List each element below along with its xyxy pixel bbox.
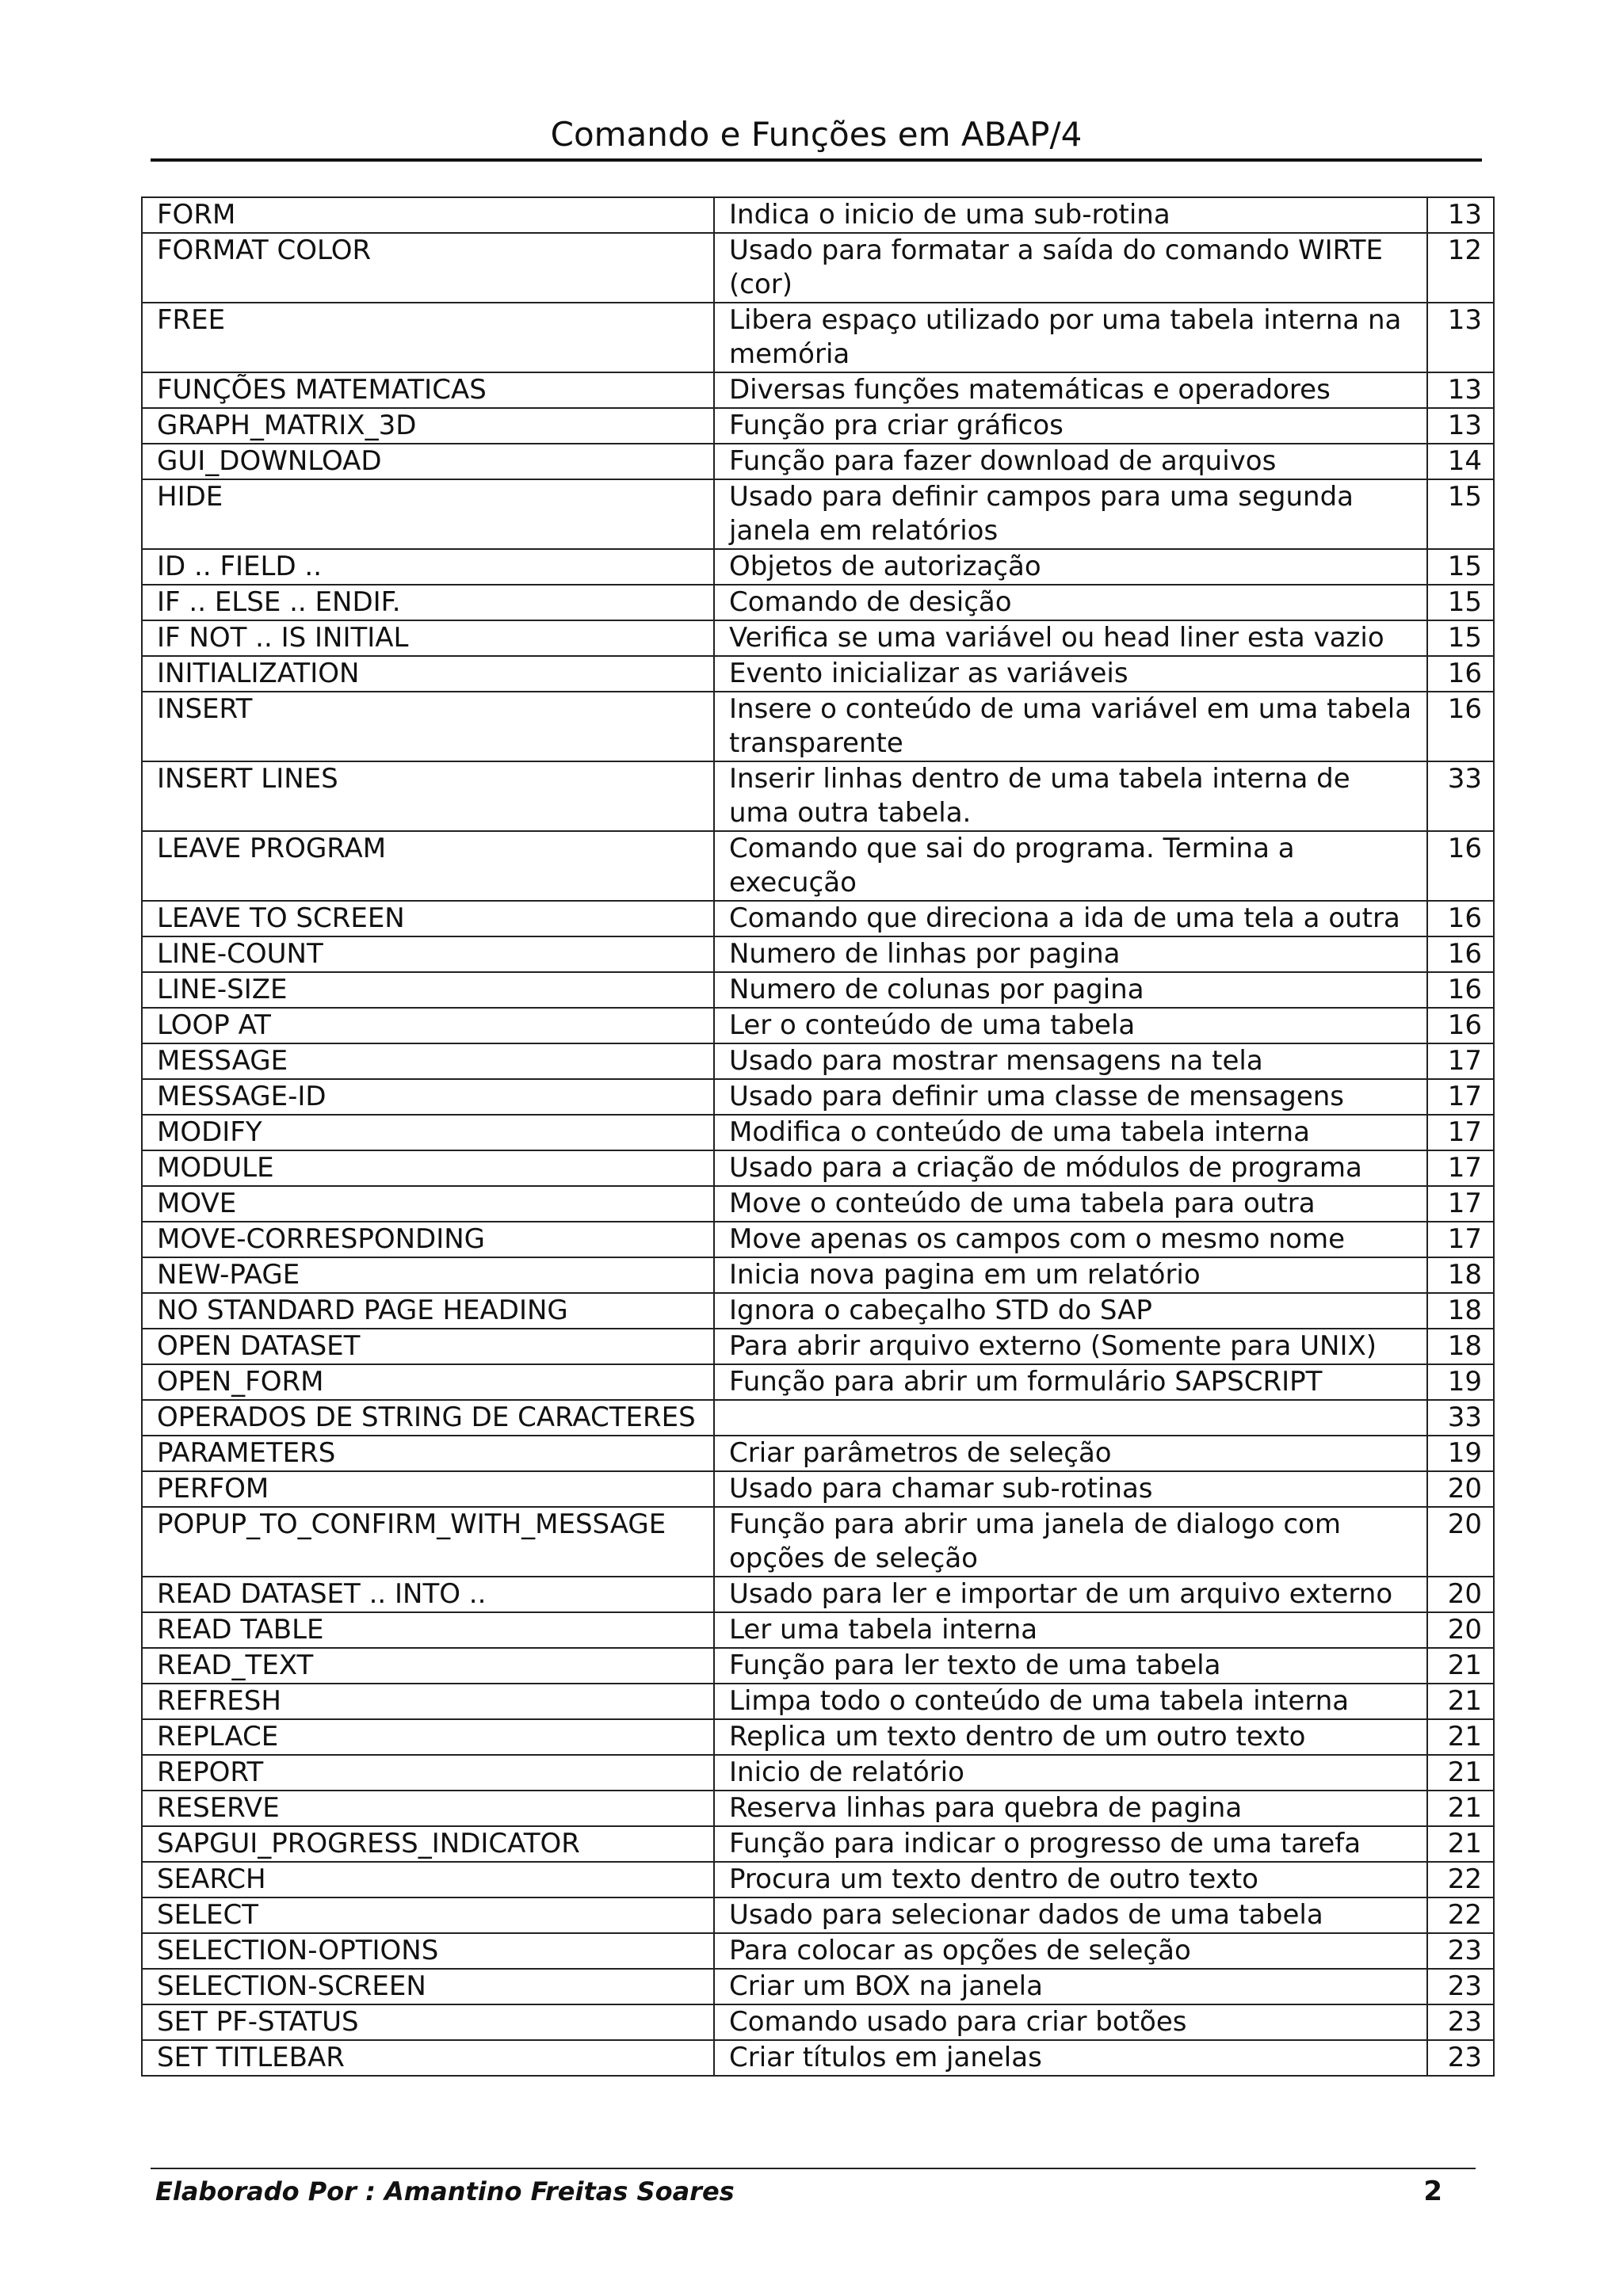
description-cell: Objetos de autorização [714, 549, 1427, 585]
description-cell: Diversas funções matemáticas e operadores [714, 372, 1427, 408]
page-ref-cell: 19 [1427, 1364, 1494, 1400]
page-ref-cell: 14 [1427, 444, 1494, 479]
page-ref-cell: 33 [1427, 761, 1494, 831]
command-cell: INSERT [142, 692, 714, 761]
command-cell: SET TITLEBAR [142, 2040, 714, 2076]
table-row [142, 1222, 1494, 1257]
command-cell: MESSAGE [142, 1043, 714, 1079]
commands-table-body [142, 197, 1494, 2076]
page-ref-cell: 21 [1427, 1755, 1494, 1791]
description-cell: Replica um texto dentro de um outro texto [714, 1719, 1427, 1755]
description-cell: Indica o inicio de uma sub-rotina [714, 197, 1427, 233]
table-row [142, 620, 1494, 656]
command-cell: LINE-SIZE [142, 972, 714, 1008]
description-cell: Usado para formatar a saída do comando WIRTE (cor) [714, 233, 1427, 303]
page-ref-cell: 21 [1427, 1719, 1494, 1755]
command-cell: PARAMETERS [142, 1436, 714, 1471]
command-cell: NEW-PAGE [142, 1257, 714, 1293]
description-cell: Função para abrir uma janela de dialogo com opções de seleção [714, 1507, 1427, 1577]
command-cell: SAPGUI_PROGRESS_INDICATOR [142, 1826, 714, 1862]
page-ref-cell: 22 [1427, 1862, 1494, 1897]
description-cell: Comando que direciona a ida de uma tela a outra [714, 901, 1427, 936]
page-ref-cell: 15 [1427, 585, 1494, 620]
table-row [142, 692, 1494, 761]
page-ref-cell: 23 [1427, 1933, 1494, 1969]
description-cell: Comando de desição [714, 585, 1427, 620]
command-cell: FREE [142, 303, 714, 372]
description-cell: Usado para definir uma classe de mensagens [714, 1079, 1427, 1115]
table-row [142, 1969, 1494, 2004]
command-cell: REPORT [142, 1755, 714, 1791]
table-row [142, 1079, 1494, 1115]
table-row [142, 1862, 1494, 1897]
command-cell: SELECTION-SCREEN [142, 1969, 714, 2004]
table-row [142, 936, 1494, 972]
table-row [142, 1755, 1494, 1791]
page-ref-cell: 13 [1427, 197, 1494, 233]
table-row [142, 901, 1494, 936]
page-ref-cell: 21 [1427, 1791, 1494, 1826]
description-cell: Inserir linhas dentro de uma tabela interna de uma outra tabela. [714, 761, 1427, 831]
description-cell: Ignora o cabeçalho STD do SAP [714, 1293, 1427, 1329]
command-cell: MOVE-CORRESPONDING [142, 1222, 714, 1257]
header-divider [151, 158, 1482, 162]
table-row [142, 1364, 1494, 1400]
command-cell: LINE-COUNT [142, 936, 714, 972]
description-cell [714, 1400, 1427, 1436]
table-row [142, 1329, 1494, 1364]
table-row [142, 831, 1494, 901]
description-cell: Função pra criar gráficos [714, 408, 1427, 444]
description-cell: Move o conteúdo de uma tabela para outra [714, 1186, 1427, 1222]
command-cell: LEAVE PROGRAM [142, 831, 714, 901]
description-cell: Criar um BOX na janela [714, 1969, 1427, 2004]
description-cell: Usado para definir campos para uma segunda janela em relatórios [714, 479, 1427, 549]
table-row [142, 1648, 1494, 1684]
table-row [142, 408, 1494, 444]
footer-divider [151, 2168, 1476, 2169]
table-row [142, 1436, 1494, 1471]
page-ref-cell: 15 [1427, 479, 1494, 549]
table-row [142, 1897, 1494, 1933]
page-ref-cell: 13 [1427, 303, 1494, 372]
command-cell: SEARCH [142, 1862, 714, 1897]
page-ref-cell: 20 [1427, 1577, 1494, 1612]
command-cell: REPLACE [142, 1719, 714, 1755]
page-ref-cell: 18 [1427, 1329, 1494, 1364]
description-cell: Comando que sai do programa. Termina a execução [714, 831, 1427, 901]
page-ref-cell: 16 [1427, 936, 1494, 972]
command-cell: OPEN_FORM [142, 1364, 714, 1400]
table-row [142, 1933, 1494, 1969]
page-ref-cell: 20 [1427, 1471, 1494, 1507]
page-ref-cell: 17 [1427, 1186, 1494, 1222]
table-row [142, 1612, 1494, 1648]
page-number: 2 [1423, 2176, 1442, 2207]
page-ref-cell: 15 [1427, 549, 1494, 585]
description-cell: Função para fazer download de arquivos [714, 444, 1427, 479]
page-ref-cell: 20 [1427, 1507, 1494, 1577]
description-cell: Função para abrir um formulário SAPSCRIPT [714, 1364, 1427, 1400]
table-row [142, 1186, 1494, 1222]
table-row [142, 656, 1494, 692]
description-cell: Para abrir arquivo externo (Somente para UNIX) [714, 1329, 1427, 1364]
table-row [142, 1826, 1494, 1862]
command-cell: ID .. FIELD .. [142, 549, 714, 585]
command-cell: RESERVE [142, 1791, 714, 1826]
page-ref-cell: 20 [1427, 1612, 1494, 1648]
command-cell: MESSAGE-ID [142, 1079, 714, 1115]
description-cell: Modifica o conteúdo de uma tabela interna [714, 1115, 1427, 1150]
page-ref-cell: 13 [1427, 408, 1494, 444]
page-ref-cell: 18 [1427, 1293, 1494, 1329]
description-cell: Função para indicar o progresso de uma tarefa [714, 1826, 1427, 1862]
page-ref-cell: 16 [1427, 831, 1494, 901]
table-row [142, 761, 1494, 831]
table-row [142, 549, 1494, 585]
table-row [142, 479, 1494, 549]
description-cell: Usado para a criação de módulos de programa [714, 1150, 1427, 1186]
description-cell: Comando usado para criar botões [714, 2004, 1427, 2040]
command-cell: LEAVE TO SCREEN [142, 901, 714, 936]
page-ref-cell: 17 [1427, 1222, 1494, 1257]
description-cell: Numero de linhas por pagina [714, 936, 1427, 972]
command-cell: MODULE [142, 1150, 714, 1186]
command-cell: FORM [142, 197, 714, 233]
command-cell: GUI_DOWNLOAD [142, 444, 714, 479]
page-header-title: Comando e Funções em ABAP/4 [550, 115, 1083, 154]
page-ref-cell: 21 [1427, 1826, 1494, 1862]
page-ref-cell: 17 [1427, 1115, 1494, 1150]
description-cell: Reserva linhas para quebra de pagina [714, 1791, 1427, 1826]
command-cell: NO STANDARD PAGE HEADING [142, 1293, 714, 1329]
command-cell: SET PF-STATUS [142, 2004, 714, 2040]
table-row [142, 2040, 1494, 2076]
page-ref-cell: 17 [1427, 1150, 1494, 1186]
page-ref-cell: 23 [1427, 1969, 1494, 2004]
description-cell: Insere o conteúdo de uma variável em uma tabela transparente [714, 692, 1427, 761]
page-ref-cell: 13 [1427, 372, 1494, 408]
page-ref-cell: 21 [1427, 1648, 1494, 1684]
command-cell: IF .. ELSE .. ENDIF. [142, 585, 714, 620]
page-ref-cell: 18 [1427, 1257, 1494, 1293]
description-cell: Verifica se uma variável ou head liner esta vazio [714, 620, 1427, 656]
page-ref-cell: 16 [1427, 901, 1494, 936]
command-cell: SELECT [142, 1897, 714, 1933]
description-cell: Move apenas os campos com o mesmo nome [714, 1222, 1427, 1257]
command-cell: READ_TEXT [142, 1648, 714, 1684]
description-cell: Libera espaço utilizado por uma tabela interna na memória [714, 303, 1427, 372]
table-row [142, 1577, 1494, 1612]
command-cell: REFRESH [142, 1684, 714, 1719]
command-cell: OPERADOS DE STRING DE CARACTERES [142, 1400, 714, 1436]
page-ref-cell: 15 [1427, 620, 1494, 656]
page-ref-cell: 17 [1427, 1079, 1494, 1115]
command-cell: FORMAT COLOR [142, 233, 714, 303]
command-cell: IF NOT .. IS INITIAL [142, 620, 714, 656]
command-cell: OPEN DATASET [142, 1329, 714, 1364]
command-cell: INSERT LINES [142, 761, 714, 831]
description-cell: Evento inicializar as variáveis [714, 656, 1427, 692]
table-row [142, 303, 1494, 372]
description-cell: Para colocar as opções de seleção [714, 1933, 1427, 1969]
table-row [142, 1400, 1494, 1436]
command-cell: MOVE [142, 1186, 714, 1222]
command-cell: FUNÇÕES MATEMATICAS [142, 372, 714, 408]
command-cell: LOOP AT [142, 1008, 714, 1043]
table-row [142, 972, 1494, 1008]
description-cell: Procura um texto dentro de outro texto [714, 1862, 1427, 1897]
description-cell: Inicio de relatório [714, 1755, 1427, 1791]
description-cell: Usado para selecionar dados de uma tabela [714, 1897, 1427, 1933]
command-cell: POPUP_TO_CONFIRM_WITH_MESSAGE [142, 1507, 714, 1577]
command-cell: GRAPH_MATRIX_3D [142, 408, 714, 444]
table-row [142, 1293, 1494, 1329]
table-row [142, 1115, 1494, 1150]
table-row [142, 197, 1494, 233]
table-row [142, 1257, 1494, 1293]
page-ref-cell: 16 [1427, 656, 1494, 692]
table-row [142, 1150, 1494, 1186]
description-cell: Limpa todo o conteúdo de uma tabela interna [714, 1684, 1427, 1719]
table-row [142, 1471, 1494, 1507]
page-ref-cell: 16 [1427, 972, 1494, 1008]
command-cell: READ TABLE [142, 1612, 714, 1648]
command-cell: HIDE [142, 479, 714, 549]
page-ref-cell: 12 [1427, 233, 1494, 303]
page-ref-cell: 23 [1427, 2004, 1494, 2040]
description-cell: Usado para mostrar mensagens na tela [714, 1043, 1427, 1079]
table-row [142, 233, 1494, 303]
description-cell: Usado para ler e importar de um arquivo externo [714, 1577, 1427, 1612]
description-cell: Criar parâmetros de seleção [714, 1436, 1427, 1471]
page-ref-cell: 17 [1427, 1043, 1494, 1079]
page-ref-cell: 23 [1427, 2040, 1494, 2076]
description-cell: Ler o conteúdo de uma tabela [714, 1008, 1427, 1043]
commands-table [141, 196, 1495, 2077]
table-row [142, 1791, 1494, 1826]
command-cell: SELECTION-OPTIONS [142, 1933, 714, 1969]
table-row [142, 585, 1494, 620]
description-cell: Numero de colunas por pagina [714, 972, 1427, 1008]
page-ref-cell: 16 [1427, 1008, 1494, 1043]
description-cell: Função para ler texto de uma tabela [714, 1648, 1427, 1684]
command-cell: INITIALIZATION [142, 656, 714, 692]
page-ref-cell: 22 [1427, 1897, 1494, 1933]
table-row [142, 1043, 1494, 1079]
table-row [142, 1684, 1494, 1719]
description-cell: Criar títulos em janelas [714, 2040, 1427, 2076]
table-row [142, 444, 1494, 479]
page-ref-cell: 16 [1427, 692, 1494, 761]
description-cell: Usado para chamar sub-rotinas [714, 1471, 1427, 1507]
page-ref-cell: 21 [1427, 1684, 1494, 1719]
command-cell: MODIFY [142, 1115, 714, 1150]
table-row [142, 2004, 1494, 2040]
table-row [142, 1507, 1494, 1577]
page-ref-cell: 33 [1427, 1400, 1494, 1436]
command-cell: READ DATASET .. INTO .. [142, 1577, 714, 1612]
footer-author: Elaborado Por : Amantino Freitas Soares [155, 2176, 735, 2206]
description-cell: Ler uma tabela interna [714, 1612, 1427, 1648]
description-cell: Inicia nova pagina em um relatório [714, 1257, 1427, 1293]
table-row [142, 372, 1494, 408]
table-row [142, 1008, 1494, 1043]
page-ref-cell: 19 [1427, 1436, 1494, 1471]
command-cell: PERFOM [142, 1471, 714, 1507]
table-row [142, 1719, 1494, 1755]
